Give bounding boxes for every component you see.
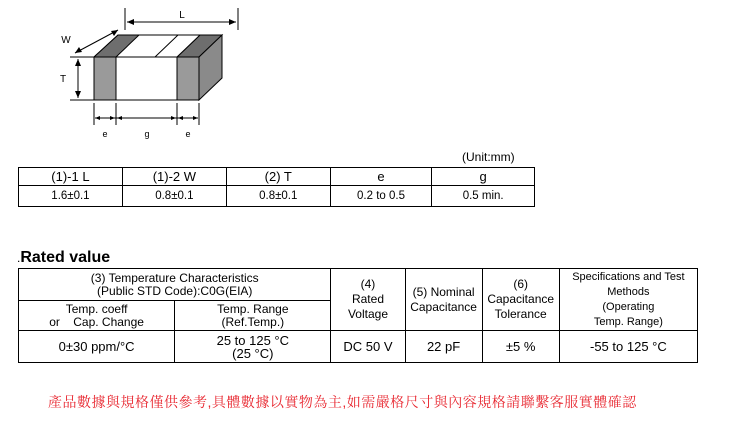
rated-value-title: .Rated value <box>17 249 111 266</box>
label-e-right: e <box>185 129 191 139</box>
dim-header-w: (1)-2 W <box>122 168 226 186</box>
rated-value-table <box>18 268 698 363</box>
dim-value-g: 0.5 min. <box>432 186 535 207</box>
temp-range-value: 25 to 125 °C (25 °C) <box>175 331 331 363</box>
temp-coeff-header: Temp. coeff or Cap. Change <box>19 301 175 331</box>
rated-voltage-header: (4) Rated Voltage <box>331 269 405 331</box>
specifications-header: Specifications and Test Methods (Operating Temp. Range) <box>559 269 697 331</box>
unit-note: (Unit:mm) <box>462 150 515 164</box>
label-g: g <box>144 129 150 139</box>
label-l: L <box>179 10 185 21</box>
dim-value-l: 1.6±0.1 <box>19 186 123 207</box>
nominal-capacitance-value: 22 pF <box>405 331 482 363</box>
dim-header-l: (1)-1 L <box>19 168 123 186</box>
dim-header-e: e <box>330 168 432 186</box>
temp-range-header: Temp. Range (Ref.Temp.) <box>175 301 331 331</box>
dim-header-g: g <box>432 168 535 186</box>
disclaimer-text: 產品數據與規格僅供參考,具體數據以實物為主,如需嚴格尺寸與內容規格請聯繫客服實體確認 <box>48 394 637 410</box>
rated-voltage-value: DC 50 V <box>331 331 405 363</box>
capacitance-tolerance-value: ±5 % <box>482 331 559 363</box>
label-t: T <box>59 74 67 85</box>
capacitance-tolerance-header: (6) Capacitance Tolerance <box>482 269 559 331</box>
dim-value-t: 0.8±0.1 <box>226 186 330 207</box>
dim-header-t: (2) T <box>226 168 330 186</box>
nominal-capacitance-header: (5) Nominal Capacitance <box>405 269 482 331</box>
label-e-left: e <box>102 129 108 139</box>
dim-value-w: 0.8±0.1 <box>122 186 226 207</box>
specifications-value: -55 to 125 °C <box>559 331 697 363</box>
label-w: W <box>61 35 71 46</box>
dim-value-e: 0.2 to 0.5 <box>330 186 432 207</box>
dimensions-table <box>18 167 535 207</box>
chip-capacitor-diagram <box>0 0 260 150</box>
temp-char-header: (3) Temperature Characteristics (Public STD Code):C0G(EIA) <box>19 269 331 301</box>
temp-coeff-value: 0±30 ppm/°C <box>19 331 175 363</box>
